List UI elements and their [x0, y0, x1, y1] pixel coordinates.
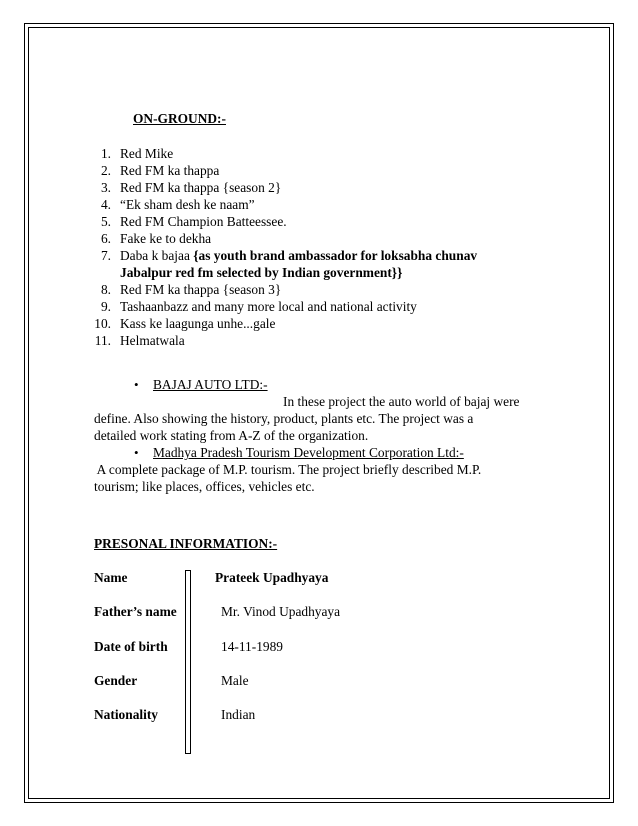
list-item-text: “Ek sham desh ke naam”	[120, 197, 255, 212]
list-item-text: Red FM ka thappa {season 2}	[120, 180, 282, 195]
info-label: Name	[94, 570, 128, 585]
list-item-bold-continued: Jabalpur red fm selected by Indian government}}	[120, 265, 403, 280]
list-item-text: Kass ke laagunga unhe...gale	[120, 316, 276, 331]
info-value: Male	[221, 673, 249, 688]
info-label: Gender	[94, 673, 138, 688]
personal-info-heading: PRESONAL INFORMATION:-	[94, 536, 278, 551]
list-item-number: 11.	[94, 333, 111, 348]
list-item-number: 1.	[100, 146, 111, 161]
list-item-text: Red FM Champion Batteessee.	[120, 214, 287, 229]
project-description-line: tourism; like places, offices, vehicles etc.	[94, 479, 315, 494]
list-item-text: Tashaanbazz and many more local and national activity	[120, 299, 417, 314]
list-item-number: 9.	[100, 299, 111, 314]
project-description-line: A complete package of M.P. tourism. The project briefly described M.P.	[94, 462, 482, 477]
list-item-number: 5.	[100, 214, 111, 229]
list-item-text: Red FM ka thappa	[120, 163, 220, 178]
list-item-number: 10.	[94, 316, 111, 331]
list-item-text: Red Mike	[120, 146, 174, 161]
list-item-number: 2.	[100, 163, 111, 178]
project-description-line: define. Also showing the history, product, plants etc. The project was a	[94, 411, 474, 426]
info-value: Mr. Vinod Upadhyaya	[221, 604, 341, 619]
list-item-number: 4.	[100, 197, 111, 212]
info-value: Prateek Upadhyaya	[215, 570, 329, 585]
project-description-line: In these project the auto world of bajaj were	[283, 394, 520, 409]
list-item-text: Helmatwala	[120, 333, 185, 348]
info-label: Nationality	[94, 707, 158, 722]
info-label: Date of birth	[94, 639, 168, 654]
list-item-number: 8.	[100, 282, 111, 297]
project-title: Madhya Pradesh Tourism Development Corporation Ltd:-	[153, 445, 464, 460]
info-value: 14-11-1989	[221, 639, 283, 654]
info-value: Indian	[221, 707, 256, 722]
column-divider-box	[185, 570, 191, 754]
list-item-bold: {as youth brand ambassador for loksabha chunav	[193, 248, 478, 263]
list-item-text: Fake ke to dekha	[120, 231, 212, 246]
list-item-number: 6.	[100, 231, 111, 246]
list-item-text: Red FM ka thappa {season 3}	[120, 282, 282, 297]
list-item-number: 3.	[100, 180, 111, 195]
project-title: BAJAJ AUTO LTD:-	[153, 377, 268, 392]
bullet-icon: •	[134, 377, 139, 392]
list-item-text	[120, 247, 477, 264]
on-ground-heading: ON-GROUND:-	[133, 111, 226, 126]
project-description-line: detailed work stating from A-Z of the organization.	[94, 428, 369, 443]
list-item-number: 7.	[100, 248, 111, 263]
list-item-plain: Daba k bajaa	[120, 248, 194, 263]
info-label: Father’s name	[94, 604, 177, 619]
bullet-icon: •	[134, 445, 139, 460]
